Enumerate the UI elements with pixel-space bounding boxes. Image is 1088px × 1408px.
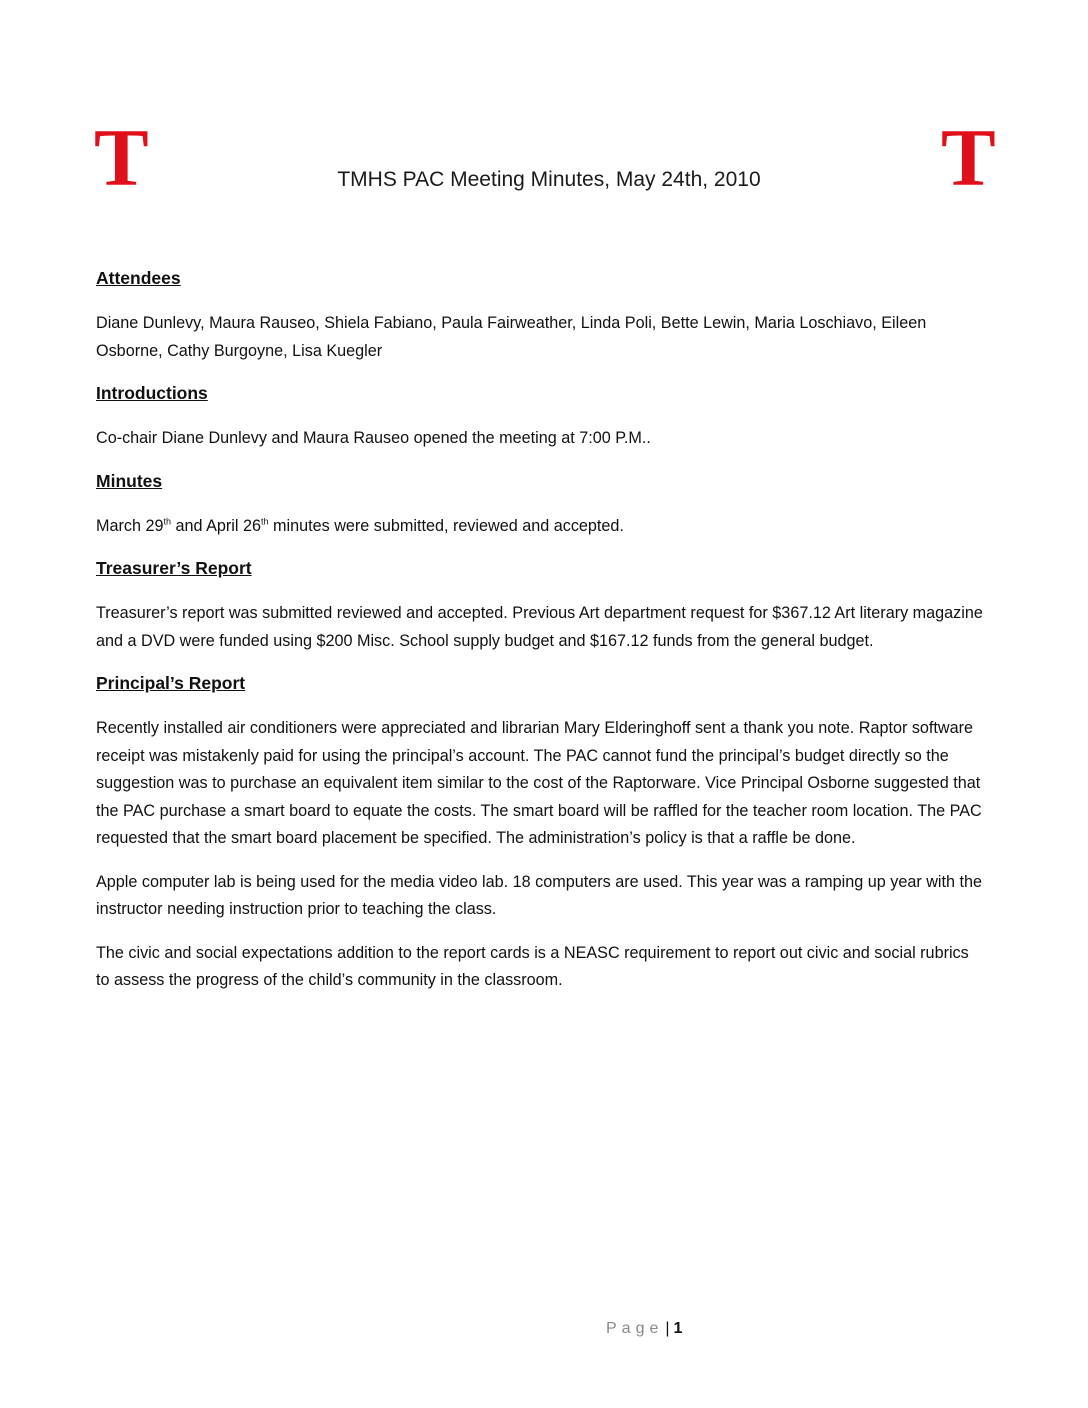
minutes-superscript-1: th: [163, 516, 171, 527]
introductions-heading: Introductions: [96, 383, 208, 403]
school-logo-left: T: [94, 112, 149, 203]
page-label: Page: [606, 1320, 664, 1337]
treasurer-report-text: Treasurer’s report was submitted reviewed and accepted. Previous Art department request for $367.12 Art literary magazine and a DVD were funded using $200 Misc. School supply budget and $167.12 funds from the general budget.: [96, 604, 983, 650]
document-body: [96, 266, 986, 1011]
principal-report-paragraph-1: Recently installed air conditioners were appreciated and librarian Mary Elderinghoff sent a thank you note. Raptor software receipt was mistakenly paid for using the principal’s account. The PAC cannot fund the principal’s budget directly so the suggestion was to purchase an equivalent item similar to the cost of the Raptorware. Vice Principal Osborne suggested that the PAC purchase a smart board to equate the costs. The smart board will be raffled for the teacher room location. The PAC requested that the smart board placement be specified. The administration’s policy is that a raffle be done.: [96, 719, 982, 847]
minutes-text-part-3: minutes were submitted, reviewed and accepted.: [268, 516, 624, 535]
page-separator: |: [665, 1320, 670, 1337]
school-logo-right: T: [941, 112, 996, 203]
minutes-superscript-2: th: [261, 516, 269, 527]
page-footer: [606, 1320, 682, 1338]
principal-report-heading: Principal’s Report: [96, 673, 246, 693]
principal-report-paragraph-2: Apple computer lab is being used for the media video lab. 18 computers are used. This year was a ramping up year with the instructor needing instruction prior to teaching the class.: [96, 872, 983, 918]
treasurer-report-heading: Treasurer’s Report: [96, 558, 252, 578]
principal-report-paragraph-3: The civic and social expectations addition to the report cards is a NEASC requirement to report out civic and social rubrics to assess the progress of the child’s community in the classroom.: [96, 943, 969, 989]
document-title: TMHS PAC Meeting Minutes, May 24th, 2010: [337, 168, 761, 191]
introductions-text: Co-chair Diane Dunlevy and Maura Rauseo opened the meeting at 7:00 P.M..: [96, 429, 651, 447]
minutes-text-part-1: March 29: [96, 516, 164, 535]
page-number: 1: [673, 1320, 683, 1337]
attendees-list: Diane Dunlevy, Maura Rauseo, Shiela Fabiano, Paula Fairweather, Linda Poli, Bette Lewin, Maria Loschiavo, Eileen Osborne, Cathy Burgoyne, Lisa Kuegler: [96, 314, 927, 360]
minutes-text-part-2: and April 26: [171, 516, 261, 535]
attendees-heading: Attendees: [96, 268, 181, 288]
minutes-text: [96, 513, 986, 541]
minutes-heading: Minutes: [96, 470, 163, 491]
